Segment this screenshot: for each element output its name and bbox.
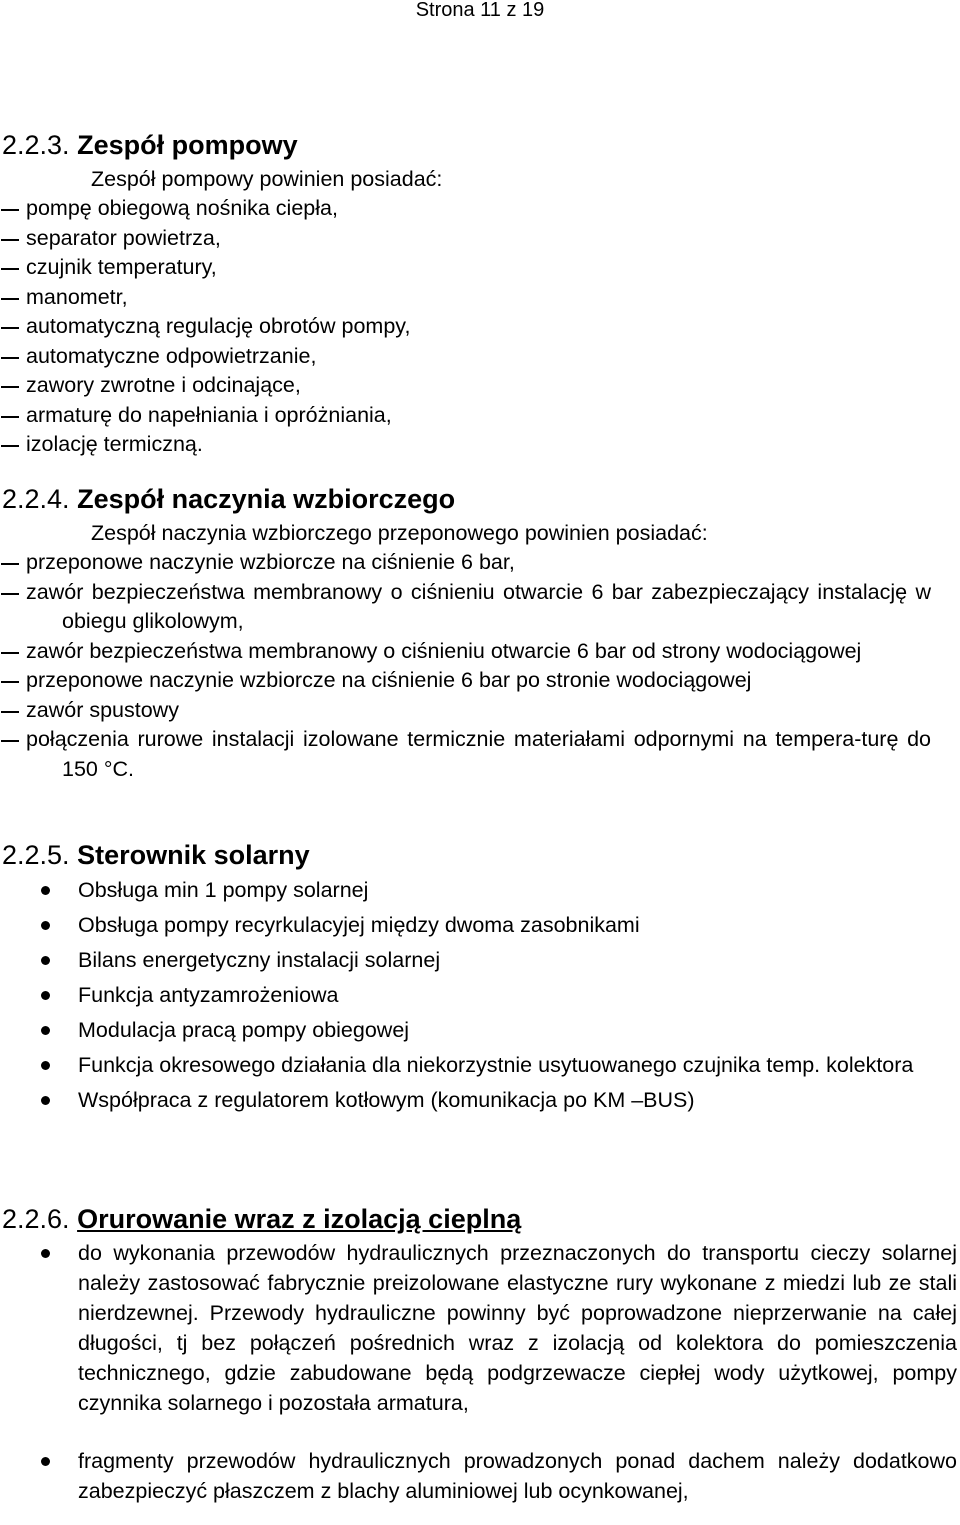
list-item: automatyczną regulację obrotów pompy, bbox=[0, 312, 410, 342]
section-number: 2.2.6. bbox=[2, 1204, 70, 1234]
section-number: 2.2.5. bbox=[2, 840, 70, 870]
list-item: separator powietrza, bbox=[0, 224, 410, 254]
section-heading-2-2-3 bbox=[2, 130, 298, 160]
list-item: Modulacja pracą pompy obiegowej bbox=[0, 1015, 957, 1045]
list-item: Funkcja okresowego działania dla niekorzystnie usytuowanego czujnika temp. kolektora bbox=[0, 1050, 957, 1080]
section-number: 2.2.4. bbox=[2, 484, 70, 514]
section-intro: Zespół naczynia wzbiorczego przeponowego powinien posiadać: bbox=[91, 521, 708, 545]
list-item: pompę obiegową nośnika ciepła, bbox=[0, 194, 410, 224]
list-item: manometr, bbox=[0, 283, 410, 313]
section-heading-2-2-5 bbox=[2, 840, 310, 870]
section-intro: Zespół pompowy powinien posiadać: bbox=[91, 167, 443, 191]
piping-list bbox=[0, 1238, 957, 1506]
list-item: Funkcja antyzamrożeniowa bbox=[0, 980, 957, 1010]
solar-controller-list bbox=[0, 875, 957, 1115]
section-heading-2-2-4 bbox=[2, 484, 455, 514]
list-item: Współpraca z regulatorem kotłowym (komunikacja po KM –BUS) bbox=[0, 1085, 957, 1115]
section-title: Orurowanie wraz z izolacją cieplną bbox=[77, 1204, 522, 1234]
list-item: Bilans energetyczny instalacji solarnej bbox=[0, 945, 957, 975]
section-heading-2-2-6 bbox=[2, 1204, 521, 1234]
list-item: połączenia rurowe instalacji izolowane termicznie materiałami odpornymi na tempera-turę do 150 °C. bbox=[0, 725, 931, 784]
list-item: zawór spustowy bbox=[0, 696, 931, 726]
list-item: armaturę do napełniania i opróżniania, bbox=[0, 401, 410, 431]
section-title: Zespół pompowy bbox=[77, 130, 298, 160]
section-title: Sterownik solarny bbox=[77, 840, 310, 870]
list-item: Obsługa pompy recyrkulacyjej między dwoma zasobnikami bbox=[0, 910, 957, 940]
list-item: fragmenty przewodów hydraulicznych prowadzonych ponad dachem należy dodatkowo zabezpieczyć płaszczem z blachy aluminiowej lub ocynkowanej, bbox=[0, 1446, 957, 1506]
pump-unit-list bbox=[0, 194, 410, 460]
section-title: Zespół naczynia wzbiorczego bbox=[77, 484, 456, 514]
section-number: 2.2.3. bbox=[2, 130, 70, 160]
list-item: przeponowe naczynie wzbiorcze na ciśnienie 6 bar po stronie wodociągowej bbox=[0, 666, 931, 696]
page-number-header: Strona 11 z 19 bbox=[415, 0, 545, 21]
expansion-vessel-list bbox=[0, 548, 931, 784]
list-item: izolację termiczną. bbox=[0, 430, 410, 460]
list-item: automatyczne odpowietrzanie, bbox=[0, 342, 410, 372]
list-item: zawór bezpieczeństwa membranowy o ciśnieniu otwarcie 6 bar od strony wodociągowej bbox=[0, 637, 931, 667]
list-item: zawory zwrotne i odcinające, bbox=[0, 371, 410, 401]
list-item: przeponowe naczynie wzbiorcze na ciśnienie 6 bar, bbox=[0, 548, 931, 578]
list-item: do wykonania przewodów hydraulicznych przeznaczonych do transportu cieczy solarnej należy zastosować fabrycznie preizolowane elastyczne rury wykonane z miedzi lub ze stali nierdzewnej. Przewody hydrauliczne powinny być poprowadzone nieprzerwanie na całej długości, tj bez połączeń pośrednich wraz z izolacją od kolektora do pomieszczenia technicznego, gdzie zabudowane będą podgrzewacze ciepłej wody użytkowej, pompy czynnika solarnego i pozostała armatura, bbox=[0, 1238, 957, 1418]
list-item: czujnik temperatury, bbox=[0, 253, 410, 283]
list-item: Obsługa min 1 pompy solarnej bbox=[0, 875, 957, 905]
list-item: zawór bezpieczeństwa membranowy o ciśnieniu otwarcie 6 bar zabezpieczający instalację w obiegu glikolowym, bbox=[0, 578, 931, 637]
